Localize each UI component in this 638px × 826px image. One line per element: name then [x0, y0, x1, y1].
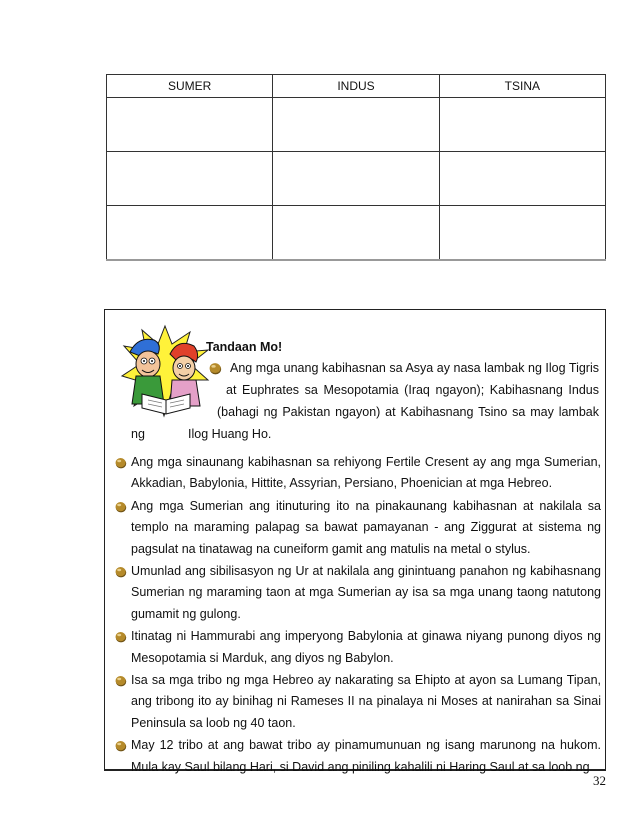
table-cell [107, 152, 273, 206]
column-header-indus: INDUS [273, 75, 439, 98]
bullet-icon [209, 362, 222, 375]
bullet-icon [115, 675, 127, 687]
list-item [115, 561, 601, 625]
table-cell [107, 98, 273, 152]
bullet-icon [115, 740, 127, 752]
list-item [115, 496, 601, 560]
comparison-table [106, 74, 606, 261]
bullet-icon [115, 566, 127, 578]
list-item [115, 452, 601, 495]
table-cell [107, 206, 273, 261]
table-cell [439, 152, 605, 206]
list-item [115, 735, 601, 778]
intro-line: Ang mga unang kabihasnan sa Asya ay nasa lambak ng Ilog Tigris [230, 361, 599, 375]
table-cell [439, 98, 605, 152]
table-cell [273, 98, 439, 152]
list-item [115, 626, 601, 669]
table-row [107, 206, 606, 261]
column-header-tsina: TSINA [439, 75, 605, 98]
note-box [104, 309, 606, 774]
table-row [107, 152, 606, 206]
bullet-text: May 12 tribo at ang bawat tribo ay pinamumunuan ng isang marunong na hukom. Mula kay Saul bilang Hari, si David ang piniling kahalili ni Haring Saul at sa loob ng [131, 738, 601, 774]
page-number: 32 [593, 773, 606, 788]
intro-line: (bahagi ng Pakistan ngayon) at Kabihasnang Tsino sa may lambak [217, 405, 599, 419]
intro-line: at Euphrates sa Mesopotamia (Iraq ngayon); Kabihasnang Indus [226, 383, 599, 397]
bullet-text: Umunlad ang sibilisasyon ng Ur at nakilala ang ginintuang panahon ng kabihasnang Sumerian ng maraming taon at mga Sumerian ay isa sa mga unang taong natutong gumamit ng gulong. [131, 564, 601, 621]
note-title: Tandaan Mo! [206, 340, 283, 354]
two-readers-illustration [120, 324, 210, 419]
bullet-list [115, 452, 601, 779]
bullet-text: Ang mga Sumerian ang itinuturing ito na pinakaunang kabihasnan at nakilala sa templo na maraming palapag sa bawat pamayanan - ang Ziggurat at sistema ng pagsulat na tinatawag na cuneiform gamit ang matulis na metal o stylus. [131, 498, 601, 556]
bullet-text: Itinatag ni Hammurabi ang imperyong Babylonia at ginawa niyang punong diyos ng Mesopotamia si Marduk, ang diyos ng Babylon. [131, 629, 601, 665]
bullet-icon [115, 457, 127, 469]
table-cell [273, 206, 439, 261]
intro-line: ng [131, 427, 145, 441]
bullet-icon [115, 631, 127, 643]
table-cell [439, 206, 605, 261]
column-header-sumer: SUMER [107, 75, 273, 98]
intro-line: Ilog Huang Ho. [188, 427, 272, 441]
table-cell [273, 152, 439, 206]
list-item [115, 670, 601, 734]
bullet-text: Isa sa mga tribo ng mga Hebreo ay nakarating sa Ehipto at ayon sa Lumang Tipan, ang tribong ito ay binihag ni Rameses II na pinalaya ni Moses at nanirahan sa Sinai Peninsula sa loob ng 40 taon. [131, 673, 601, 730]
table-row [107, 98, 606, 152]
bullet-icon [115, 501, 127, 513]
table-header-row [107, 75, 606, 98]
bullet-text: Ang mga sinaunang kabihasnan sa rehiyong Fertile Cresent ay ang mga Sumerian, Akkadian, Babylonia, Hittite, Assyrian, Persiano, Phoenician at mga Hebreo. [131, 455, 601, 491]
